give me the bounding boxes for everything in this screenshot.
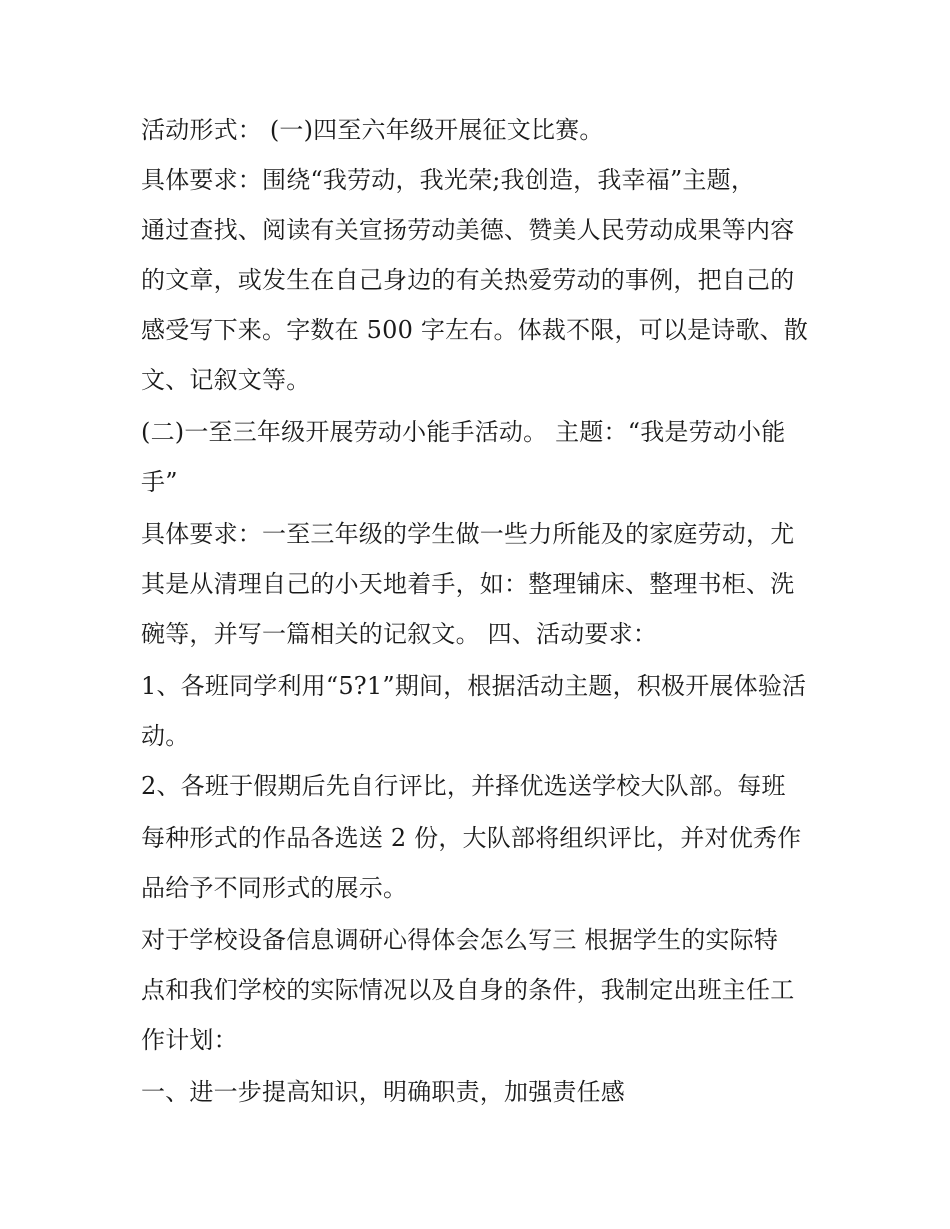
text-line: 作计划： bbox=[141, 1026, 238, 1054]
text-line: 手” bbox=[141, 468, 178, 496]
text-line: 具体要求：围绕“我劳动，我光荣;我创造，我幸福”主题， bbox=[141, 166, 756, 194]
text-line: 文、记叙文等。 bbox=[141, 366, 311, 394]
text-line: 通过查找、阅读有关宣扬劳动美德、赞美人民劳动成果等内容 bbox=[141, 216, 795, 244]
text-line: 品给予不同形式的展示。 bbox=[141, 874, 408, 902]
text-line: 活动形式： (一)四至六年级开展征文比赛。 bbox=[141, 116, 604, 144]
text-line: 对于学校设备信息调研心得体会怎么写三 根据学生的实际特 bbox=[141, 926, 779, 954]
text-line: 2、各班于假期后先自行评比，并择优选送学校大队部。每班 bbox=[141, 772, 786, 800]
text-line: 感受写下来。字数在 500 字左右。体裁不限，可以是诗歌、散 bbox=[141, 316, 809, 344]
text-line: 每种形式的作品各选送 2 份，大队部将组织评比，并对优秀作 bbox=[141, 824, 802, 852]
text-line: (二)一至三年级开展劳动小能手活动。 主题：“我是劳动小能 bbox=[141, 418, 786, 446]
text-line: 碗等，并写一篇相关的记叙文。 四、活动要求： bbox=[141, 620, 658, 648]
text-line: 具体要求：一至三年级的学生做一些力所能及的家庭劳动，尤 bbox=[141, 520, 795, 548]
text-line: 动。 bbox=[141, 722, 190, 750]
text-line: 的文章，或发生在自己身边的有关热爱劳动的事例，把自己的 bbox=[141, 266, 795, 294]
text-line: 其是从清理自己的小天地着手，如：整理铺床、整理书柜、洗 bbox=[141, 570, 795, 598]
text-line: 一、进一步提高知识，明确职责，加强责任感 bbox=[141, 1078, 625, 1106]
text-line: 点和我们学校的实际情况以及自身的条件，我制定出班主任工 bbox=[141, 976, 795, 1004]
text-line: 1、各班同学利用“5?1”期间，根据活动主题，积极开展体验活 bbox=[141, 672, 807, 700]
